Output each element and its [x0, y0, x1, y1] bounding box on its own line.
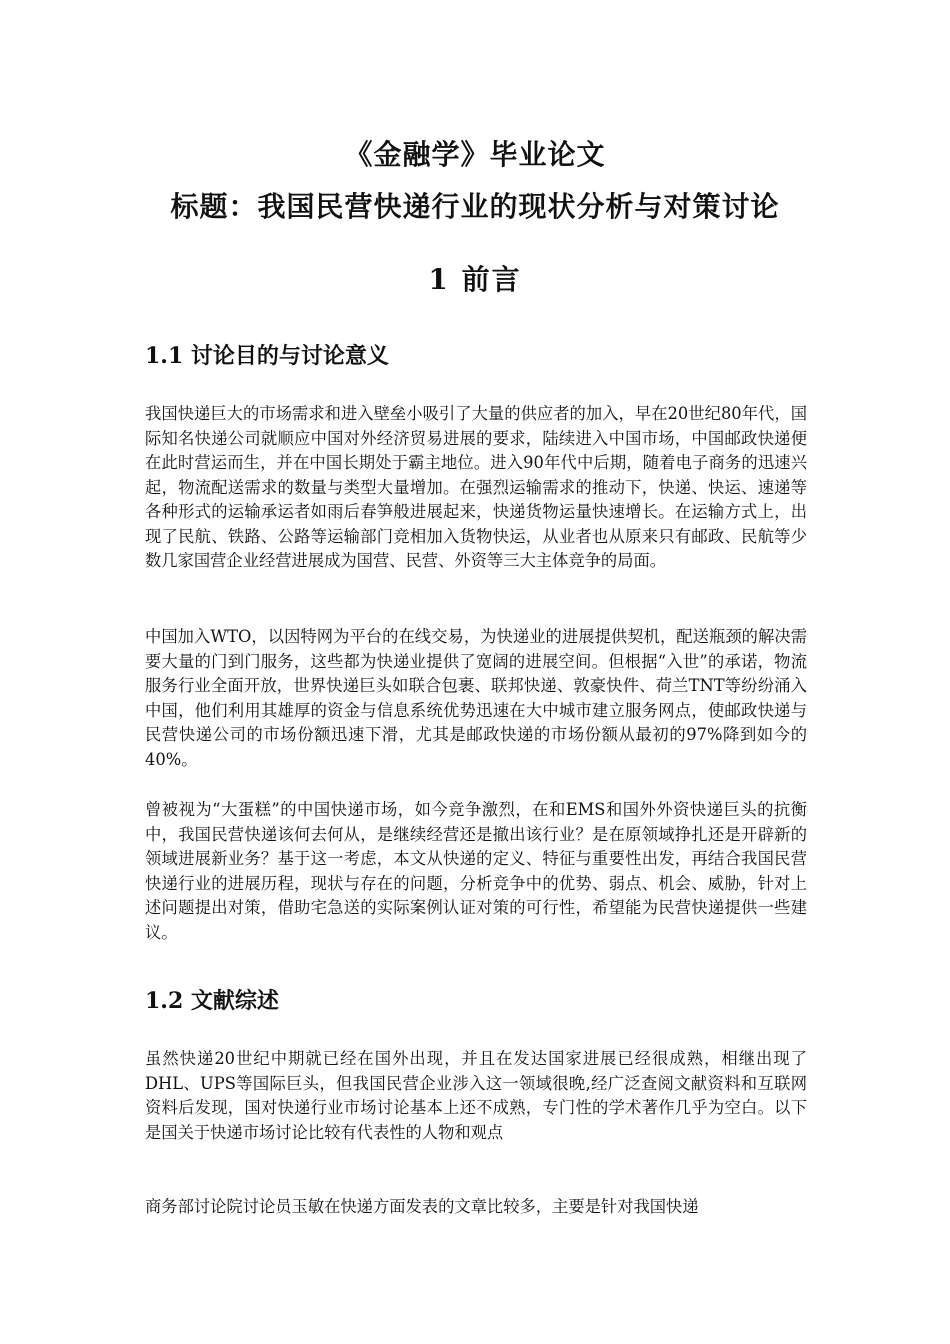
section-heading-1-1: 1.1 讨论目的与讨论意义 — [145, 343, 389, 369]
paragraph: 商务部讨论院讨论员玉敏在快递方面发表的文章比较多，主要是针对我国快递 — [145, 1197, 699, 1216]
chapter-heading: 1 前言 — [428, 263, 522, 296]
paragraph: 曾被视为“大蛋糕”的中国快递市场，如今竞争激烈，在和EMS和国外外资快递巨头的抗衡中，我国民营快递该何去何从，是继续经营还是撤出该行业？是在原领域挣扎还是开辟新的领域进展新业务？基于这一考虑，本文从快递的定义、特征与重要性出发，再结合我国民营快递行业的进展历程，现状与存在的问题，分析竞争中的优势、弱点、机会、威胁，针对上述问题提出对策，借助宅急送的实际案例认证对策的可行性，希望能为民营快递提供一些建议。 — [145, 800, 807, 942]
paragraph: 我国快递巨大的市场需求和进入壁垒小吸引了大量的供应者的加入，早在20世纪80年代，国际知名快递公司就顺应中国对外经济贸易进展的要求，陆续进入中国市场，中国邮政快递便在此时营运而生，并在中国长期处于霸主地位。进入90年代中后期，随着电子商务的迅速兴起，物流配送需求的数量与类型大量增加。在强烈运输需求的推动下，快递、快运、速递等各种形式的运输承运者如雨后春笋般进展起来，快递货物运量快速增长。在运输方式上，出现了民航、铁路、公路等运输部门竞相加入货物快运，从业者也从原来只有邮政、民航等少数几家国营企业经营进展成为国营、民营、外资等三大主体竞争的局面。 — [145, 404, 807, 570]
paragraph: 中国加入WTO，以因特网为平台的在线交易，为快递业的进展提供契机，配送瓶颈的解决需要大量的门到门服务，这些都为快递业提供了宽阔的进展空间。但根据“入世”的承诺，物流服务行业全面开放，世界快递巨头如联合包裹、联邦快递、敦豪快件、荷兰TNT等纷纷涌入中国，他们利用其雄厚的资金与信息系统优势迅速在大中城市建立服务网点，使邮政快递与民营快递公司的市场份额迅速下滑，尤其是邮政快递的市场份额从最初的97%降到如今的40%。 — [145, 627, 807, 769]
section-heading-1-2: 1.2 文献综述 — [145, 988, 279, 1014]
document-title: 《金融学》毕业论文 — [344, 138, 606, 171]
document-subtitle: 标题：我国民营快递行业的现状分析与对策讨论 — [170, 190, 780, 223]
paragraph: 虽然快递20世纪中期就已经在国外出现，并且在发达国家进展已经很成熟，相继出现了DHL、UPS等国际巨头，但我国民营企业涉入这一领域很晚,经广泛查阅文献资料和互联网资料后发现，国对快递行业市场讨论基本上还不成熟，专门性的学术著作几乎为空白。以下是国关于快递市场讨论比较有代表性的人物和观点 — [145, 1049, 807, 1142]
